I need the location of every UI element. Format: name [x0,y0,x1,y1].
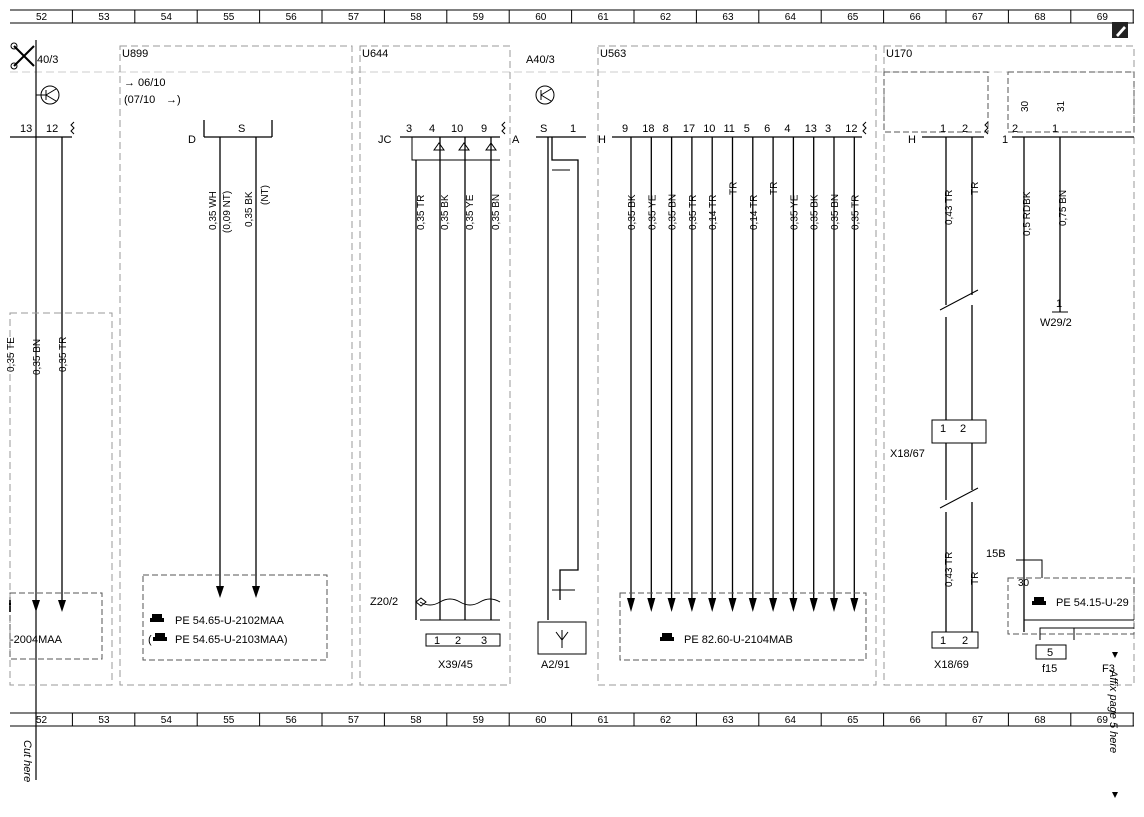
wire-arrow [830,598,838,612]
ruler-number: 54 [160,715,172,726]
ruler-number: 58 [410,715,422,726]
wire-label: 0,35 BK [440,194,451,230]
date-label: 06/10 [138,77,166,89]
wire-arrow [668,598,676,612]
pin-label: 1 [1052,123,1059,135]
h-label: H [598,134,606,146]
ruler-number: 54 [160,12,172,23]
wire-label: 0,35 YE [789,194,801,230]
bottom-ruler [10,713,1134,726]
ruler-number: 63 [722,12,734,23]
wire-label: 0,35 BK [627,194,638,230]
pin-label: 1 [570,123,577,135]
ruler-number: 62 [660,715,672,726]
pin-label: 6 [764,123,771,135]
wire-arrow [749,598,757,612]
fuse-name: f15 [1042,663,1058,675]
pin-label: D [188,134,196,146]
pin-label: 11 [723,123,735,135]
pin-label: 17 [682,123,696,135]
wire-arrow [810,598,818,612]
module-u899 [120,46,352,685]
pin-label: 8 [662,123,669,135]
wire-label: 0,35 TR [687,194,699,230]
ruler-number: 63 [722,715,734,726]
pin-label: 2 [962,123,969,135]
connector-pin: 1 [940,635,947,647]
wire-label: (0,09 NT) [222,190,233,233]
ruler-number: 67 [972,715,984,726]
ruler-number: 61 [597,715,609,726]
hand-pointer-icon [150,614,164,622]
ruler-number: 55 [223,715,235,726]
ground-pin: 1 [1056,298,1063,310]
wire-label: 0,35 TR [416,194,427,230]
wire-label: 0,35 BK [244,191,255,227]
ruler-number: 65 [847,12,859,23]
connector-pin: 3 [481,635,488,647]
wire-label: 0,35 BN [830,193,841,230]
wire-arrow [729,598,737,612]
ruler-number: 66 [909,715,921,726]
wire-label: 0,35 TE [6,337,17,372]
connector-name: X18/69 [934,659,969,671]
ruler-number: 69 [1096,12,1108,23]
ruler-number: 65 [847,715,859,726]
module-u563 [598,46,876,685]
a-label: A [512,134,520,146]
ground-name: W29/2 [1040,317,1072,329]
connector-name: X18/67 [890,448,925,460]
pin-label: 4 [784,123,791,135]
module-a40-3 [526,54,586,671]
wire-label: TR [769,181,781,195]
wire-arrow [688,598,696,612]
module-u644 [360,46,520,685]
wire-label: 0,35 BK [809,194,821,230]
transistor-icon [536,86,554,104]
ruler-number: 66 [909,12,921,23]
pin-label: 3 [825,123,832,135]
ruler-number: 57 [348,715,360,726]
wire-label: 0,43 TR [944,551,955,587]
ruler-number: 60 [535,12,547,23]
side-label: 1 [1002,134,1009,146]
ruler-number: 58 [410,12,422,23]
wire-label: 0,35 TR [58,336,69,372]
wire-arrow [769,598,777,612]
ruler-number: 61 [597,12,609,23]
wire-label: 0,14 TR [708,194,720,230]
wire-arrow [708,598,716,612]
wire-label: TR [970,181,981,195]
wire-arrow [647,598,655,612]
reference-label[interactable]: -2004MAA [10,634,62,646]
wire-label: 0,35 TR [850,194,862,230]
reference-link[interactable]: PE 54.15-U-29 [1056,597,1129,609]
hand-pointer-icon [153,633,167,641]
reference-link[interactable]: PE 54.65-U-2103MAA) [175,634,288,646]
pin-label: S [540,123,548,135]
wire-arrow [789,598,797,612]
f-label: F3 [1102,663,1115,675]
hand-pointer-icon [660,633,674,641]
shield-label: Z20/2 [370,596,399,608]
ruler-number: 56 [285,12,297,23]
module-right [986,72,1134,675]
date-label: (07/10 [124,94,156,106]
wire-arrow [850,598,858,612]
wire-label: (NT) [260,185,271,205]
ruler-number: 62 [660,12,672,23]
svg-text:(: ( [148,634,152,646]
pin-label: 10 [703,123,716,135]
module-40-3-left [6,43,112,685]
svg-text:→): →) [166,94,181,106]
fuse-pin: 30 [1018,578,1030,589]
ruler-number: 52 [36,715,48,726]
ruler-number: 60 [535,715,547,726]
ruler-number: 57 [348,12,360,23]
connector-pin: 2 [960,423,967,435]
pencil-icon[interactable] [1112,22,1128,38]
wire-label: 0,35 YE [465,194,476,230]
connector-pin: 2 [962,635,969,647]
wire-label: 0,35 BN [667,193,679,230]
affix-arrow-icon [1112,652,1118,658]
module-name: 40/3 [37,54,59,66]
pin-label: 13 [804,123,817,135]
transistor-icon [36,86,59,104]
jc-label: JC [378,134,392,146]
pin-label: 9 [481,123,488,135]
pin-label: 30 [1020,100,1031,112]
h-label: H [908,134,916,146]
pin-label: S [238,123,246,135]
module-name: U644 [362,48,389,60]
ruler-number: 59 [472,12,484,23]
ruler-number: 68 [1034,12,1046,23]
antenna-icon [556,630,568,648]
scissors-icon [11,43,34,69]
antenna-name: A2/91 [541,659,570,671]
module-u170 [884,46,1134,685]
ruler-number: 53 [98,12,110,23]
connector-name: X39/45 [438,659,473,671]
pin-label: 18 [642,123,655,135]
wire-label: TR [970,571,981,585]
connector-pin: 1 [940,423,947,435]
module-name: A40/3 [526,54,555,66]
fuse-number: 5 [1047,647,1054,659]
wire-label: 0,14 TR [748,194,760,230]
ruler-number: 68 [1034,715,1046,726]
connector-pin: 1 [434,635,441,647]
pin-label: 13 [20,123,33,135]
wire-arrow [627,598,635,612]
ruler-number: 52 [36,12,48,23]
pin-label: 3 [406,123,413,135]
wire-label: TR [728,181,740,195]
pin-label: 5 [743,123,750,135]
fuse-label: 15B [986,548,1006,560]
pin-label: 1 [940,123,947,135]
ruler-number: 56 [285,715,297,726]
wire-label: 0,35 WH [208,191,219,230]
ruler-number: 67 [972,12,984,23]
pin-label: 31 [1056,100,1067,112]
ruler-number: 69 [1096,715,1108,726]
ruler-number: 53 [98,715,110,726]
affix-arrow-icon [1112,792,1118,798]
affix-here-label: Affix page 5 here [1107,670,1119,754]
pin-label: 10 [451,123,464,135]
reference-link[interactable]: PE 54.65-U-2102MAA [175,615,284,627]
pin-label: 12 [845,123,858,135]
module-name: U563 [600,48,627,60]
pin-label: 4 [429,123,436,135]
pin-label: 9 [622,123,629,135]
wire-label: 0,35 BN [491,193,502,230]
module-name: U170 [886,48,913,60]
cut-here-label: Cut here [21,740,33,783]
wire-label: 0,75 BN [1058,189,1069,226]
connector-pin: 2 [455,635,462,647]
ruler-number: 59 [472,715,484,726]
ruler-number: 64 [784,12,796,23]
wire-label: 0,5 RDBK [1022,191,1033,236]
wire-label: 0,35 BN [32,338,43,375]
top-ruler [10,10,1134,23]
reference-link[interactable]: PE 82.60-U-2104MAB [684,634,793,646]
pin-label: 12 [46,123,59,135]
hand-pointer-icon [1032,597,1046,605]
wire-label: 0,35 YE [647,194,659,230]
ruler-number: 55 [223,12,235,23]
wire-label: 0,43 TR [944,189,955,225]
pin-label: 2 [1012,123,1019,135]
svg-text:→: → [124,77,135,89]
module-name: U899 [122,48,149,60]
ruler-number: 64 [784,715,796,726]
